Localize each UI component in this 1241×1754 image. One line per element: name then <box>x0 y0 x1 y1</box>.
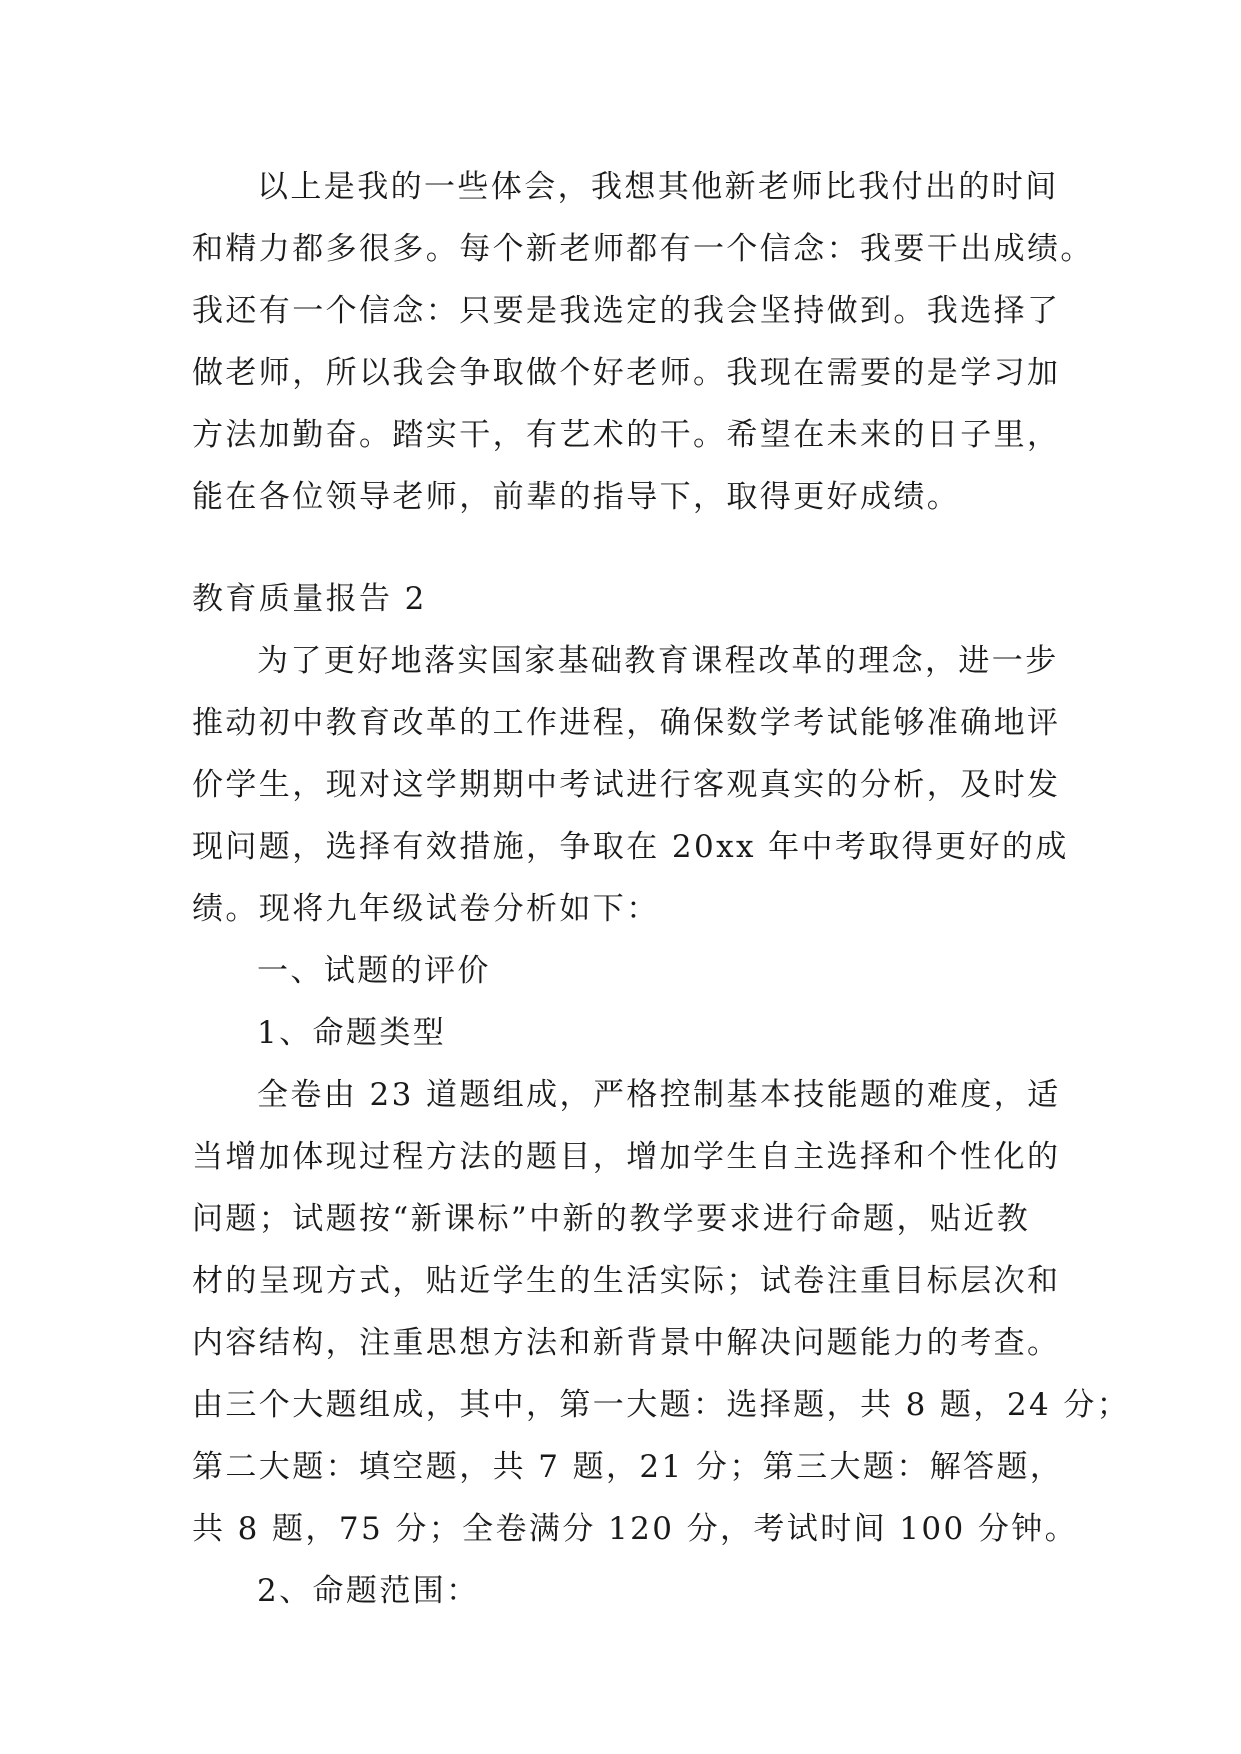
paragraph-line: 为了更好地落实国家基础教育课程改革的理念，进一步 <box>257 643 1059 679</box>
paragraph-line: 共 8 题，75 分；全卷满分 120 分，考试时间 100 分钟。 <box>192 1511 1079 1547</box>
report-heading: 教育质量报告 2 <box>192 581 427 617</box>
paragraph-line: 由三个大题组成，其中，第一大题：选择题，共 8 题，24 分； <box>192 1387 1131 1423</box>
paragraph-line: 内容结构，注重思想方法和新背景中解决问题能力的考查。 <box>192 1325 1061 1361</box>
paragraph-line: 当增加体现过程方法的题目，增加学生自主选择和个性化的 <box>192 1139 1061 1175</box>
paragraph-line: 做老师，所以我会争取做个好老师。我现在需要的是学习加 <box>192 355 1061 391</box>
paragraph-line: 方法加勤奋。踏实干，有艺术的干。希望在未来的日子里， <box>192 417 1061 453</box>
paragraph-line: 我还有一个信念：只要是我选定的我会坚持做到。我选择了 <box>192 293 1061 329</box>
paragraph-line: 和精力都多很多。每个新老师都有一个信念：我要干出成绩。 <box>192 231 1094 267</box>
paragraph-line: 推动初中教育改革的工作进程，确保数学考试能够准确地评 <box>192 705 1061 741</box>
paragraph-line: 现问题，选择有效措施，争取在 20xx 年中考取得更好的成 <box>192 829 1069 865</box>
paragraph-line: 以上是我的一些体会，我想其他新老师比我付出的时间 <box>257 169 1059 205</box>
section-title: 一、试题的评价 <box>257 953 491 989</box>
paragraph-line: 全卷由 23 道题组成，严格控制基本技能题的难度，适 <box>257 1077 1061 1113</box>
paragraph-line: 绩。现将九年级试卷分析如下： <box>192 891 660 927</box>
subsection-title: 2、命题范围： <box>257 1573 480 1609</box>
paragraph-line: 价学生，现对这学期期中考试进行客观真实的分析，及时发 <box>192 767 1061 803</box>
subsection-title: 1、命题类型 <box>257 1015 447 1051</box>
paragraph-line: 问题；试题按“新课标”中新的教学要求进行命题，贴近教 <box>192 1201 1031 1237</box>
paragraph-line: 能在各位领导老师，前辈的指导下，取得更好成绩。 <box>192 479 961 515</box>
paragraph-line: 材的呈现方式，贴近学生的生活实际；试卷注重目标层次和 <box>192 1263 1061 1299</box>
paragraph-line: 第二大题：填空题，共 7 题，21 分；第三大题：解答题， <box>192 1449 1064 1485</box>
